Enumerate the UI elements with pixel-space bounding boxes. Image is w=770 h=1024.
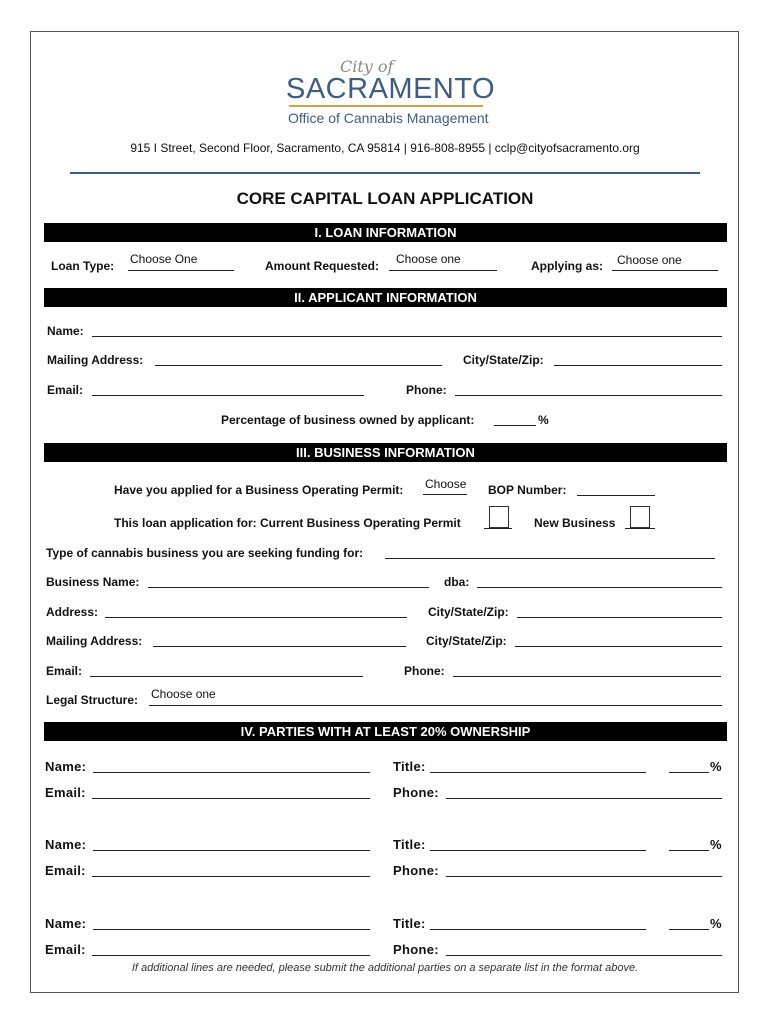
business-phone-input[interactable]: [453, 676, 721, 677]
party3-name-label: Name:: [45, 916, 87, 931]
party3-percent-sign: %: [710, 916, 722, 931]
current-bop-line: [484, 528, 512, 529]
party3-title-input[interactable]: [430, 929, 646, 930]
parties-footnote: If additional lines are needed, please submit the additional parties on a separate list in the format above.: [131, 962, 639, 974]
applicant-mailing-label: Mailing Address:: [47, 353, 144, 367]
loan-type-select[interactable]: Choose One: [130, 252, 198, 266]
bop-question-label: Have you applied for a Business Operating Permit:: [114, 483, 404, 497]
party1-name-label: Name:: [45, 759, 87, 774]
party1-title-label: Title:: [393, 759, 426, 774]
new-business-label: New Business: [534, 516, 616, 530]
applicant-city-input[interactable]: [554, 365, 722, 366]
business-type-input[interactable]: [385, 558, 715, 559]
party1-email-label: Email:: [45, 785, 86, 800]
applicant-phone-label: Phone:: [406, 383, 447, 397]
applicant-phone-input[interactable]: [455, 395, 722, 396]
party2-percent-sign: %: [710, 837, 722, 852]
party3-percent-input[interactable]: [669, 929, 709, 930]
dba-label: dba:: [444, 575, 470, 589]
loan-for-label: This loan application for: Current Business Operating Permit: [114, 516, 461, 530]
section-applicant-heading: II. APPLICANT INFORMATION: [44, 288, 727, 307]
applicant-city-label: City/State/Zip:: [463, 353, 544, 367]
business-email-input[interactable]: [90, 676, 363, 677]
party2-email-input[interactable]: [92, 876, 370, 877]
new-business-checkbox[interactable]: [630, 506, 650, 528]
ownership-percent-label: Percentage of business owned by applicant:: [221, 413, 475, 427]
business-address-label: Address:: [46, 605, 99, 619]
applying-as-line: [612, 270, 718, 271]
logo-sacramento: SACRAMENTO: [286, 73, 496, 105]
legal-structure-line: [149, 705, 722, 706]
party1-phone-input[interactable]: [446, 798, 722, 799]
party1-title-input[interactable]: [430, 772, 646, 773]
ownership-percent-sign: %: [538, 413, 549, 427]
business-city-input[interactable]: [517, 617, 722, 618]
business-city-label: City/State/Zip:: [428, 605, 509, 619]
business-type-label: Type of cannabis business you are seeking funding for:: [46, 546, 364, 560]
applicant-email-input[interactable]: [92, 395, 364, 396]
logo-divider: [289, 105, 483, 107]
amount-requested-select[interactable]: Choose one: [396, 252, 461, 266]
bop-select[interactable]: Choose: [425, 477, 467, 491]
loan-type-line: [128, 270, 234, 271]
business-mailing-city-label: City/State/Zip:: [426, 634, 507, 648]
amount-requested-label: Amount Requested:: [265, 259, 379, 273]
bop-number-label: BOP Number:: [488, 483, 567, 497]
section-parties-heading: IV. PARTIES WITH AT LEAST 20% OWNERSHIP: [44, 722, 727, 741]
business-mailing-input[interactable]: [153, 646, 406, 647]
party1-name-input[interactable]: [93, 772, 370, 773]
business-address-input[interactable]: [105, 617, 407, 618]
party3-phone-input[interactable]: [446, 955, 722, 956]
business-mailing-label: Mailing Address:: [46, 634, 143, 648]
party3-phone-label: Phone:: [393, 942, 439, 957]
applying-as-select[interactable]: Choose one: [617, 253, 682, 267]
header-divider: [70, 172, 700, 174]
legal-structure-select[interactable]: Choose one: [151, 687, 216, 701]
party2-name-input[interactable]: [93, 850, 370, 851]
current-bop-checkbox[interactable]: [489, 506, 509, 528]
applying-as-label: Applying as:: [531, 259, 604, 273]
party1-phone-label: Phone:: [393, 785, 439, 800]
section-loan-heading: I. LOAN INFORMATION: [44, 223, 727, 242]
party2-email-label: Email:: [45, 863, 86, 878]
applicant-name-input[interactable]: [92, 336, 722, 337]
party2-title-input[interactable]: [430, 850, 646, 851]
bop-number-input[interactable]: [577, 495, 655, 496]
office-address: 915 I Street, Second Floor, Sacramento, CA 95814 | 916-808-8955 | cclp@cityofsacramento.org: [130, 141, 640, 155]
applicant-mailing-input[interactable]: [155, 365, 442, 366]
amount-requested-line: [389, 270, 497, 271]
party1-email-input[interactable]: [92, 798, 370, 799]
party1-percent-sign: %: [710, 759, 722, 774]
logo-city-text: City of: [340, 57, 394, 76]
party2-name-label: Name:: [45, 837, 87, 852]
dba-input[interactable]: [477, 587, 722, 588]
party2-phone-label: Phone:: [393, 863, 439, 878]
ownership-percent-input[interactable]: [494, 425, 536, 426]
form-title: CORE CAPITAL LOAN APPLICATION: [236, 189, 534, 208]
new-business-line: [625, 528, 655, 529]
bop-line: [423, 494, 467, 495]
business-phone-label: Phone:: [404, 664, 445, 678]
logo-office-text: Office of Cannabis Management: [288, 110, 489, 126]
party3-title-label: Title:: [393, 916, 426, 931]
applicant-email-label: Email:: [47, 383, 84, 397]
applicant-name-label: Name:: [47, 324, 84, 338]
business-mailing-city-input[interactable]: [515, 646, 722, 647]
party3-email-label: Email:: [45, 942, 86, 957]
party1-percent-input[interactable]: [669, 772, 709, 773]
party2-title-label: Title:: [393, 837, 426, 852]
business-name-input[interactable]: [148, 587, 429, 588]
party3-email-input[interactable]: [92, 955, 370, 956]
business-name-label: Business Name:: [46, 575, 140, 589]
party2-phone-input[interactable]: [446, 876, 722, 877]
legal-structure-label: Legal Structure:: [46, 693, 139, 707]
party2-percent-input[interactable]: [669, 850, 709, 851]
loan-type-label: Loan Type:: [51, 259, 115, 273]
party3-name-input[interactable]: [93, 929, 370, 930]
section-business-heading: III. BUSINESS INFORMATION: [44, 443, 727, 462]
business-email-label: Email:: [46, 664, 83, 678]
